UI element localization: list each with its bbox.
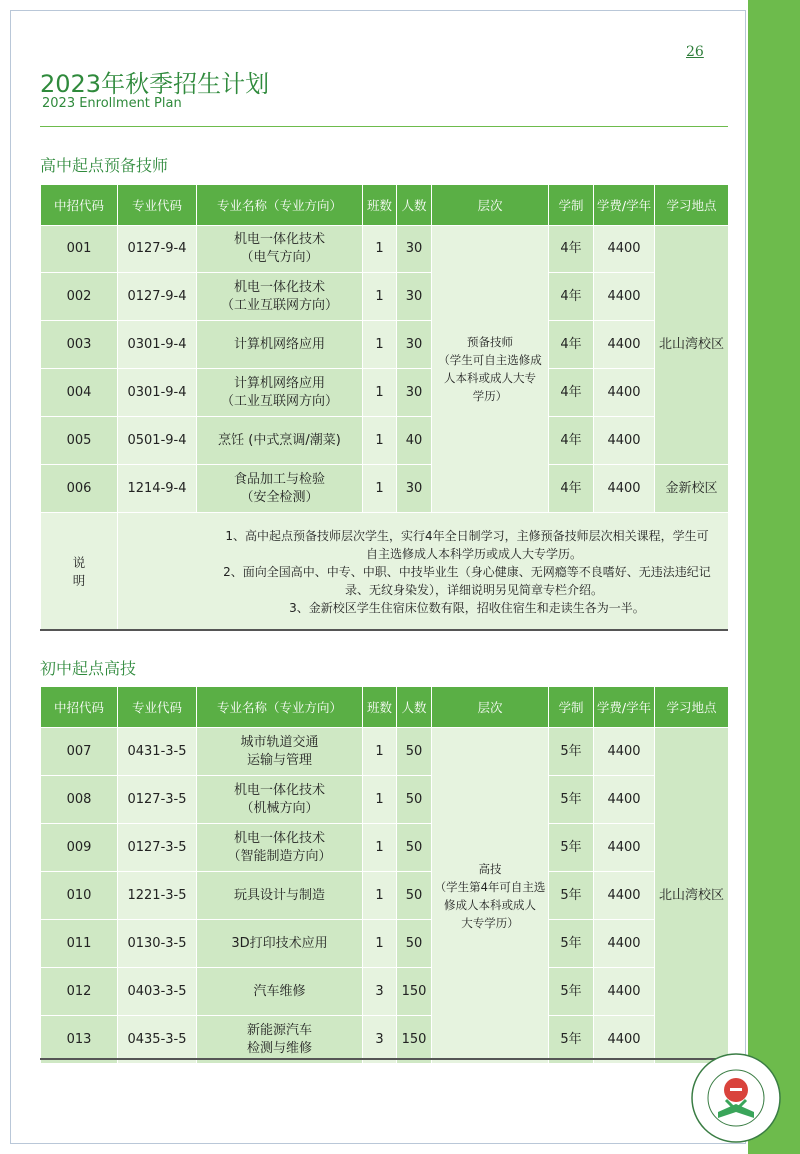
major-code: 0127-3-5 xyxy=(118,824,197,872)
major-name xyxy=(197,465,363,513)
class-count: 1 xyxy=(363,321,397,369)
class-count: 1 xyxy=(363,226,397,273)
header-cell: 专业代码 xyxy=(118,185,197,226)
study-years: 4年 xyxy=(549,273,594,321)
section-heading-senior: 高中起点预备技师 xyxy=(40,156,169,175)
table-row xyxy=(41,776,729,824)
study-years: 5年 xyxy=(549,920,594,968)
section-heading-junior: 初中起点高技 xyxy=(40,659,137,678)
tuition-fee: 4400 xyxy=(594,920,655,968)
study-years: 5年 xyxy=(549,776,594,824)
header-cell: 中招代码 xyxy=(41,687,118,728)
table-row xyxy=(41,920,729,968)
class-count: 1 xyxy=(363,824,397,872)
header-cell: 学费/学年 xyxy=(594,185,655,226)
enroll-code: 012 xyxy=(41,968,118,1016)
major-name: 汽车维修 xyxy=(197,968,363,1016)
tuition-fee: 4400 xyxy=(594,226,655,273)
table-row xyxy=(41,321,729,369)
tuition-fee: 4400 xyxy=(594,417,655,465)
school-seal-logo xyxy=(690,1052,782,1144)
level-line: 学历） xyxy=(472,389,508,403)
table-row xyxy=(41,226,729,273)
note-line: 3、金新校区学生住宿床位数有限，招收住宿生和走读生各为一半。 xyxy=(289,600,645,615)
header-cell: 人数 xyxy=(397,185,432,226)
enroll-code: 008 xyxy=(41,776,118,824)
senior-plan-table xyxy=(40,184,729,631)
study-years: 4年 xyxy=(549,417,594,465)
major-code: 0435-3-5 xyxy=(118,1016,197,1064)
major-name: 计算机网络应用 xyxy=(197,321,363,369)
major-name: 烹饪 (中式烹调/潮菜) xyxy=(197,417,363,465)
tuition-fee: 4400 xyxy=(594,1016,655,1064)
level-line: 修成人本科或成人 xyxy=(444,897,536,912)
student-count: 50 xyxy=(397,824,432,872)
header-cell: 学制 xyxy=(549,185,594,226)
class-count: 1 xyxy=(363,369,397,417)
major-name-line: 食品加工与检验 xyxy=(233,471,325,487)
study-years: 4年 xyxy=(549,465,594,513)
major-code: 1214-9-4 xyxy=(118,465,197,513)
study-years: 4年 xyxy=(549,369,594,417)
student-count: 30 xyxy=(397,226,432,273)
table-row xyxy=(41,417,729,465)
level-cell xyxy=(432,226,549,513)
major-name xyxy=(197,824,363,872)
major-code: 0301-9-4 xyxy=(118,369,197,417)
major-direction: （工业互联网方向） xyxy=(220,393,338,409)
enroll-code: 003 xyxy=(41,321,118,369)
class-count: 1 xyxy=(363,776,397,824)
table-bottom-rule xyxy=(40,1058,728,1060)
major-code: 0127-9-4 xyxy=(118,273,197,321)
major-code: 0403-3-5 xyxy=(118,968,197,1016)
major-direction: （机械方向） xyxy=(240,800,319,816)
table-row xyxy=(41,728,729,776)
notes-label-char: 说 xyxy=(72,554,86,570)
tuition-fee: 4400 xyxy=(594,273,655,321)
class-count: 1 xyxy=(363,465,397,513)
level-line: 预备技师 xyxy=(467,335,513,349)
major-name xyxy=(197,369,363,417)
page-number: 26 xyxy=(686,44,704,60)
title-divider xyxy=(40,126,728,127)
header-cell: 专业名称（专业方向） xyxy=(197,687,363,728)
enroll-code: 001 xyxy=(41,226,118,273)
table-row xyxy=(41,465,729,513)
level-line: 高技 xyxy=(478,861,502,876)
major-name: 玩具设计与制造 xyxy=(197,872,363,920)
tuition-fee: 4400 xyxy=(594,872,655,920)
tuition-fee: 4400 xyxy=(594,824,655,872)
student-count: 50 xyxy=(397,728,432,776)
major-name xyxy=(197,226,363,273)
tuition-fee: 4400 xyxy=(594,369,655,417)
major-direction: 检测与维修 xyxy=(246,1040,312,1056)
header-cell: 中招代码 xyxy=(41,185,118,226)
tuition-fee: 4400 xyxy=(594,968,655,1016)
notes-label-char: 明 xyxy=(72,572,86,588)
major-code: 0130-3-5 xyxy=(118,920,197,968)
enroll-code: 013 xyxy=(41,1016,118,1064)
note-line: 2、面向全国高中、中专、中职、中技毕业生（身心健康、无网瘾等不良嗜好、无违法违纪记 xyxy=(223,564,711,579)
major-name: 3D打印技术应用 xyxy=(197,920,363,968)
level-line: 大专学历） xyxy=(461,915,519,930)
study-years: 5年 xyxy=(549,872,594,920)
major-direction: （工业互联网方向） xyxy=(220,297,338,313)
major-name-line: 城市轨道交通 xyxy=(240,734,319,750)
class-count: 1 xyxy=(363,728,397,776)
class-count: 1 xyxy=(363,417,397,465)
header-cell: 学习地点 xyxy=(655,687,729,728)
enroll-code: 010 xyxy=(41,872,118,920)
major-code: 0127-9-4 xyxy=(118,226,197,273)
major-direction: （智能制造方向） xyxy=(227,848,332,864)
campus-location: 金新校区 xyxy=(655,465,729,513)
major-name-line: 机电一体化技术 xyxy=(233,279,325,295)
class-count: 3 xyxy=(363,968,397,1016)
level-line: （学生可自主选修成 xyxy=(438,353,542,367)
student-count: 150 xyxy=(397,968,432,1016)
table-header-row xyxy=(41,185,729,226)
enroll-code: 004 xyxy=(41,369,118,417)
notes-label xyxy=(41,513,118,631)
class-count: 3 xyxy=(363,1016,397,1064)
campus-location: 北山湾校区 xyxy=(655,728,729,1064)
side-decoration-bar xyxy=(748,0,800,1154)
major-name-line: 新能源汽车 xyxy=(246,1022,312,1038)
page-subtitle: 2023 Enrollment Plan xyxy=(42,96,182,111)
major-name xyxy=(197,1016,363,1064)
major-code: 0501-9-4 xyxy=(118,417,197,465)
major-name xyxy=(197,776,363,824)
header-cell: 层次 xyxy=(432,185,549,226)
header-cell: 人数 xyxy=(397,687,432,728)
major-code: 0431-3-5 xyxy=(118,728,197,776)
major-direction: 运输与管理 xyxy=(246,752,312,768)
major-name xyxy=(197,728,363,776)
header-cell: 层次 xyxy=(432,687,549,728)
header-cell: 学费/学年 xyxy=(594,687,655,728)
junior-plan-table xyxy=(40,686,729,1064)
student-count: 150 xyxy=(397,1016,432,1064)
header-cell: 班数 xyxy=(363,185,397,226)
page-title: 2023年秋季招生计划 xyxy=(40,70,270,98)
study-years: 5年 xyxy=(549,968,594,1016)
major-name-line: 机电一体化技术 xyxy=(233,782,325,798)
level-line: 人本科或成人大专 xyxy=(444,371,536,385)
student-count: 30 xyxy=(397,465,432,513)
note-line: 录、无纹身染发），详细说明另见简章专栏介绍。 xyxy=(344,582,603,597)
study-years: 5年 xyxy=(549,1016,594,1064)
study-years: 4年 xyxy=(549,321,594,369)
table-row xyxy=(41,1016,729,1064)
class-count: 1 xyxy=(363,872,397,920)
table-row xyxy=(41,968,729,1016)
study-years: 5年 xyxy=(549,824,594,872)
major-code: 0301-9-4 xyxy=(118,321,197,369)
enroll-code: 011 xyxy=(41,920,118,968)
tuition-fee: 4400 xyxy=(594,728,655,776)
major-name xyxy=(197,273,363,321)
student-count: 50 xyxy=(397,872,432,920)
student-count: 50 xyxy=(397,920,432,968)
student-count: 50 xyxy=(397,776,432,824)
level-line: （学生第4年可自主选 xyxy=(434,879,546,894)
table-row xyxy=(41,824,729,872)
table-header-row xyxy=(41,687,729,728)
note-line: 自主选修成人本科学历或成人大专学历。 xyxy=(365,546,582,561)
header-cell: 学习地点 xyxy=(655,185,729,226)
header-cell: 班数 xyxy=(363,687,397,728)
campus-location: 北山湾校区 xyxy=(655,226,729,465)
student-count: 30 xyxy=(397,273,432,321)
tuition-fee: 4400 xyxy=(594,776,655,824)
table-bottom-rule xyxy=(40,629,728,631)
level-cell xyxy=(432,728,549,1064)
notes-body xyxy=(118,513,729,631)
student-count: 40 xyxy=(397,417,432,465)
table-row xyxy=(41,273,729,321)
enroll-code: 005 xyxy=(41,417,118,465)
note-line: 1、高中起点预备技师层次学生，实行4年全日制学习，主修预备技师层次相关课程，学生可 xyxy=(225,528,709,543)
enroll-code: 007 xyxy=(41,728,118,776)
major-name-line: 机电一体化技术 xyxy=(233,232,325,247)
major-code: 0127-3-5 xyxy=(118,776,197,824)
major-direction: （安全检测） xyxy=(240,489,319,505)
table-row xyxy=(41,369,729,417)
study-years: 4年 xyxy=(549,226,594,273)
table-row xyxy=(41,872,729,920)
header-cell: 学制 xyxy=(549,687,594,728)
class-count: 1 xyxy=(363,920,397,968)
student-count: 30 xyxy=(397,369,432,417)
enroll-code: 002 xyxy=(41,273,118,321)
tuition-fee: 4400 xyxy=(594,321,655,369)
major-code: 1221-3-5 xyxy=(118,872,197,920)
major-name-line: 计算机网络应用 xyxy=(233,375,325,391)
major-direction: （电气方向） xyxy=(240,250,319,265)
major-name-line: 机电一体化技术 xyxy=(233,830,325,846)
tuition-fee: 4400 xyxy=(594,465,655,513)
header-cell: 专业名称（专业方向） xyxy=(197,185,363,226)
header-cell: 专业代码 xyxy=(118,687,197,728)
study-years: 5年 xyxy=(549,728,594,776)
class-count: 1 xyxy=(363,273,397,321)
enroll-code: 006 xyxy=(41,465,118,513)
student-count: 30 xyxy=(397,321,432,369)
notes-row xyxy=(41,513,729,631)
enroll-code: 009 xyxy=(41,824,118,872)
